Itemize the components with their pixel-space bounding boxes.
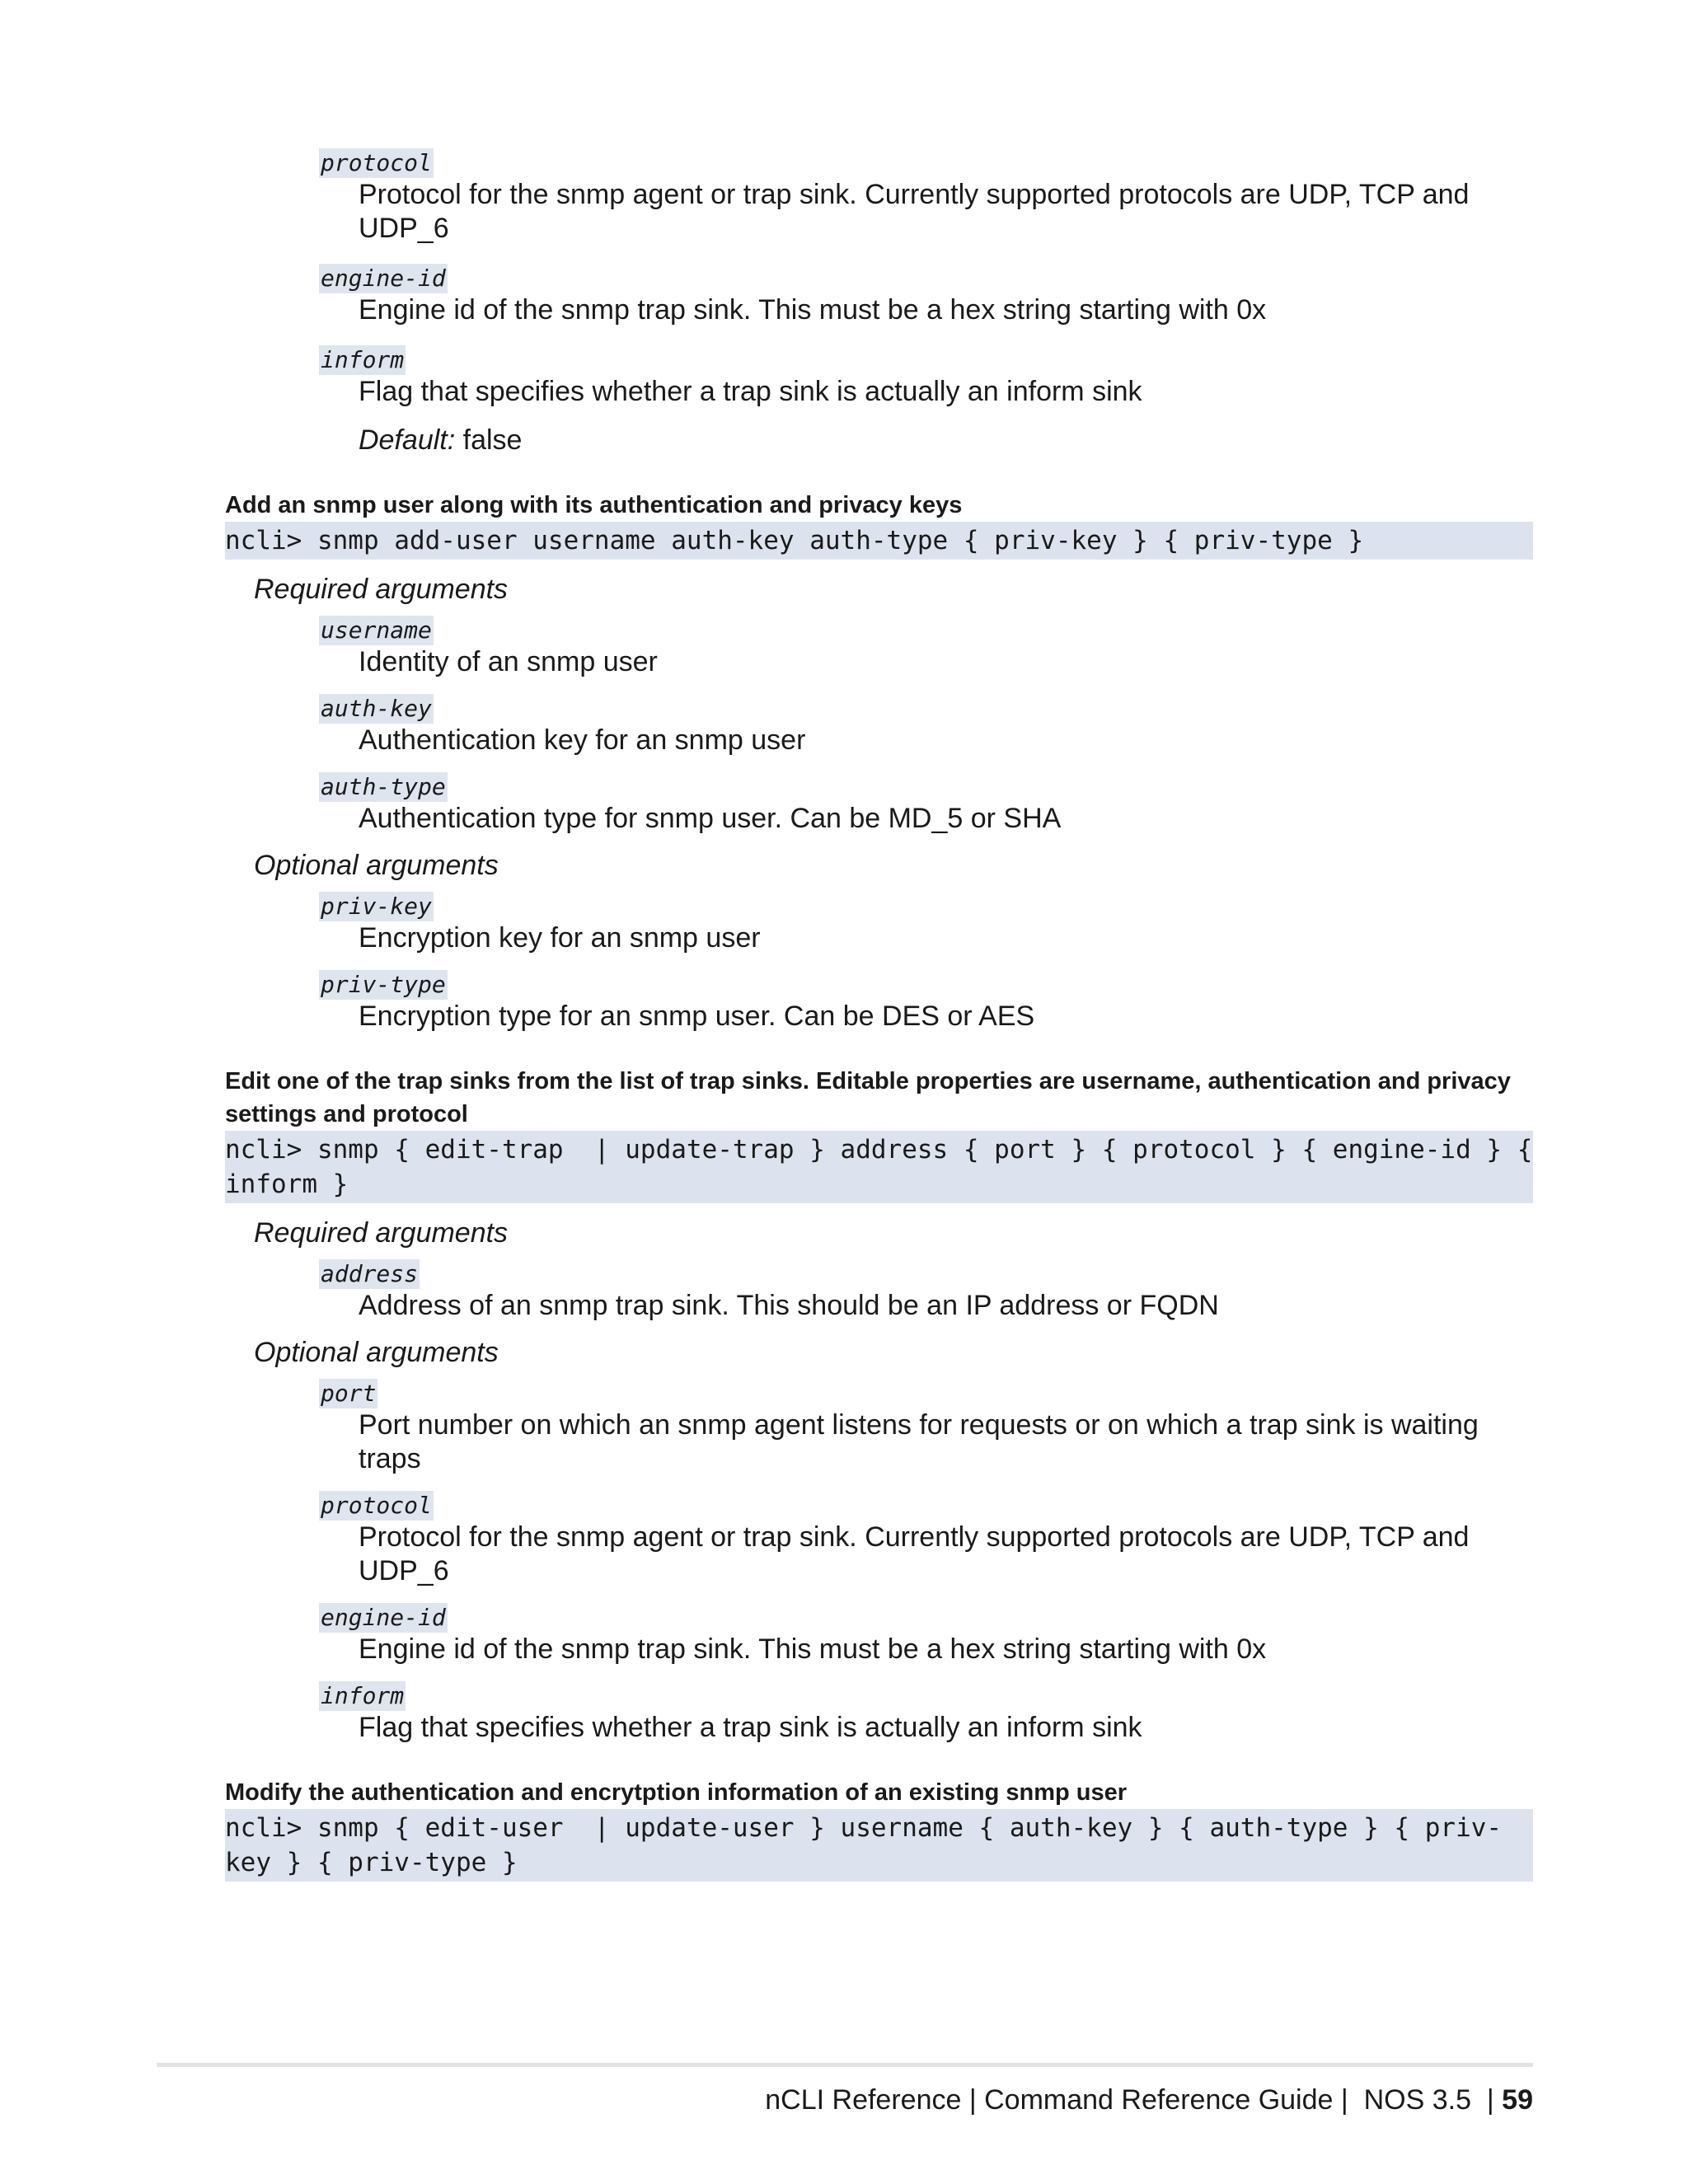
arg-entry <box>225 1371 1533 1476</box>
arg-entry <box>225 764 1533 836</box>
arg-description: Flag that specifies whether a trap sink is actually an inform sink <box>359 1712 1142 1743</box>
arg-entry <box>225 1673 1533 1745</box>
footer-divider <box>157 2063 1533 2067</box>
required-arguments-heading: Required arguments <box>254 574 509 605</box>
optional-arguments-heading: Optional arguments <box>254 1337 499 1368</box>
footer-text: nCLI Reference | Command Reference Guide | NOS 3.5 | <box>765 2084 1503 2116</box>
section-edit-trap <box>225 1065 1549 1745</box>
intro-args <box>225 140 1533 457</box>
arg-description: Flag that specifies whether a trap sink is actually an inform sink <box>359 376 1142 407</box>
section-title: Edit one of the trap sinks from the list of trap sinks. Editable properties are username, authentication and privacy settings and protocol <box>225 1068 1511 1127</box>
arg-entry <box>225 1483 1533 1588</box>
optional-arguments-heading: Optional arguments <box>254 850 499 881</box>
arg-name: username <box>321 616 432 644</box>
arg-description: Encryption type for an snmp user. Can be DES or AES <box>359 1001 1035 1032</box>
arg-description: Engine id of the snmp trap sink. This must be a hex string starting with 0x <box>359 1633 1267 1665</box>
arg-entry <box>225 607 1533 679</box>
section-add-user <box>225 489 1533 1033</box>
arg-name: inform <box>321 346 405 373</box>
page-number: 59 <box>1502 2084 1533 2116</box>
section-title: Add an snmp user along with its authentication and privacy keys <box>225 492 963 518</box>
command-syntax: ncli> snmp { edit-trap | update-trap } address { port } { protocol } { engine-id } { inform } <box>225 1131 1533 1203</box>
arg-description: Port number on which an snmp agent listens for requests or on which a trap sink is waiting traps <box>359 1409 1479 1474</box>
arg-description: Engine id of the snmp trap sink. This must be a hex string starting with 0x <box>359 294 1267 326</box>
arg-entry <box>225 686 1533 757</box>
required-arguments-heading: Required arguments <box>254 1217 509 1249</box>
arg-name: auth-key <box>321 695 432 722</box>
section-title: Modify the authentication and encrytption information of an existing snmp user <box>225 1779 1128 1806</box>
arg-name: priv-key <box>321 893 432 920</box>
arg-entry <box>225 337 1533 457</box>
arg-entry <box>225 883 1533 955</box>
command-syntax: ncli> snmp add-user username auth-key auth-type { priv-key } { priv-type } <box>225 522 1533 560</box>
arg-entry <box>225 1251 1533 1323</box>
arg-name: inform <box>321 1682 405 1709</box>
arg-name: auth-type <box>321 773 446 800</box>
arg-entry <box>225 1595 1533 1666</box>
arg-name: protocol <box>321 1492 432 1519</box>
arg-default <box>359 424 1533 457</box>
arg-entry <box>225 140 1533 246</box>
arg-name: engine-id <box>321 1604 446 1631</box>
arg-name: priv-type <box>321 971 446 998</box>
arg-description: Identity of an snmp user <box>359 646 658 677</box>
default-value: false <box>462 424 523 456</box>
arg-description: Address of an snmp trap sink. This should be an IP address or FQDN <box>359 1290 1219 1321</box>
arg-name: address <box>321 1260 419 1287</box>
arg-description: Encryption key for an snmp user <box>359 922 761 954</box>
page-content <box>225 148 1549 1882</box>
section-edit-user <box>225 1776 1533 1882</box>
arg-name: protocol <box>321 149 432 176</box>
arg-entry <box>225 962 1533 1033</box>
default-label: Default: <box>359 424 456 456</box>
arg-description: Protocol for the snmp agent or trap sink. Currently supported protocols are UDP, TCP and UDP_6 <box>359 1521 1470 1586</box>
page-footer <box>765 2082 1533 2118</box>
arg-description: Protocol for the snmp agent or trap sink. Currently supported protocols are UDP, TCP and UDP_6 <box>359 179 1470 244</box>
arg-entry <box>225 255 1533 327</box>
arg-name: engine-id <box>321 265 446 292</box>
command-syntax: ncli> snmp { edit-user | update-user } username { auth-key } { auth-type } { priv-key } { priv-type } <box>225 1809 1533 1882</box>
arg-name: port <box>321 1380 377 1407</box>
arg-description: Authentication key for an snmp user <box>359 724 806 756</box>
arg-description: Authentication type for snmp user. Can be MD_5 or SHA <box>359 803 1062 834</box>
